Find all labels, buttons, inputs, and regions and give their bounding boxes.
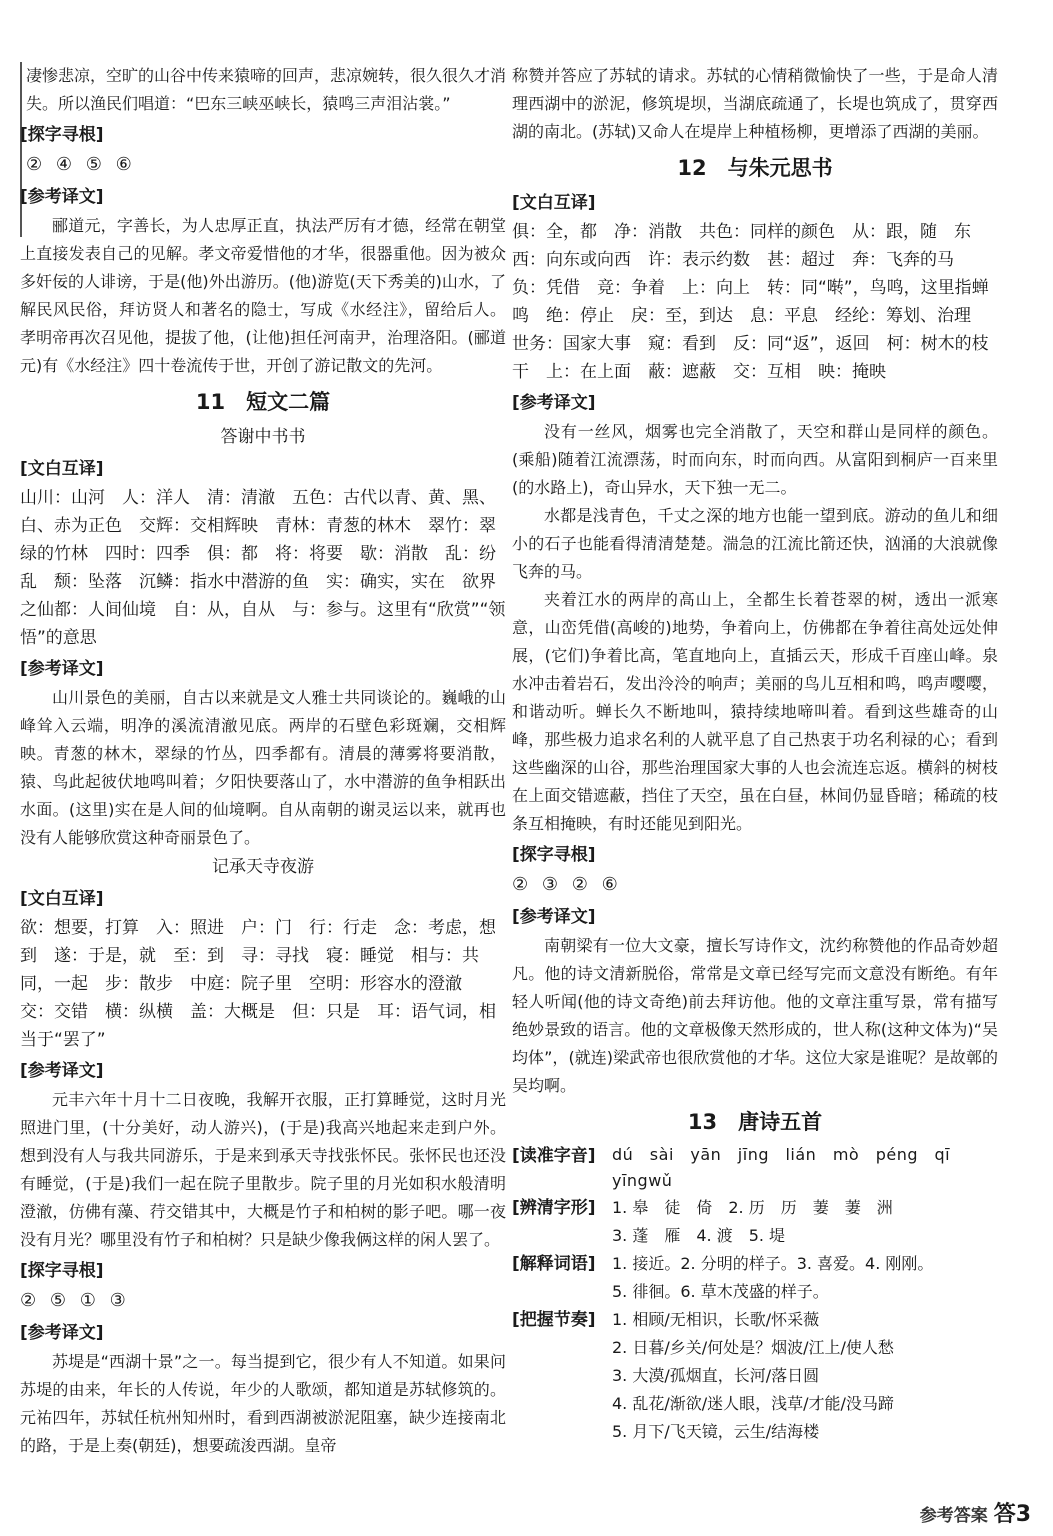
section-heading: [参考译文] <box>512 907 596 927</box>
answer-row <box>512 1142 998 1194</box>
answer-marks: ② ④ ⑤ ⑥ <box>26 154 136 175</box>
paragraph: 没有一丝风，烟雾也完全消散了，天空和群山是同样的颜色。(乘船)随着江流漂荡，时而向东，时而向西。从富阳到桐庐一百来里(的水路上)，奇山异水，天下独一无二。 <box>512 422 998 497</box>
lesson-title: 12 与朱元思书 <box>677 156 833 180</box>
section-heading: [文白互译] <box>20 459 104 479</box>
right-column <box>512 62 998 1446</box>
page-footer <box>920 1497 1031 1528</box>
row-label: [把握节奏] <box>512 1310 596 1330</box>
left-column <box>20 62 506 1460</box>
row-label: [辨清字形] <box>512 1198 596 1218</box>
paragraph: 苏堤是“西湖十景”之一。每当提到它，很少有人不知道。如果问苏堤的由来，年长的人传说，年少的人歌颂，都知道是苏轼修筑的。元祐四年，苏轼任杭州知州时，看到西湖被淤泥阻塞，缺少连接南北的路，于是上奏(朝廷)，想要疏浚西湖。皇帝 <box>20 1352 506 1455</box>
section-heading: [文白互译] <box>20 889 104 909</box>
vocab-list: 欲：想要，打算 入：照进 户：门 行：行走 念：考虑，想到 遂：于是，就 至：到 寻：寻找 寝：睡觉 相与：共同，一起 步：散步 中庭：院子里 空明：形容水的澄澈 交：交错 横：纵横 盖：大概是 但：只是 耳：语气词，相当于“罢了” <box>20 918 496 1050</box>
paragraph: 郦道元，字善长，为人忠厚正直，执法严厉有才德，经常在朝堂上直接发表自己的见解。孝文帝爱惜他的才华，很器重他。因为被众多奸佞的人诽谤，于是(他)外出游历。(他)游览(天下秀美的)山水，了解民风民俗，拜访贤人和著名的隐士，写成《水经注》，留给后人。孝明帝再次召见他，提拔了他，(让他)担任河南尹，治理洛阳。(郦道元)有《水经注》四十卷流传于世，开创了游记散文的先河。 <box>20 216 506 375</box>
row-line: dú sài yān jīng lián mò péng qī <box>612 1145 951 1164</box>
answer-row <box>512 1250 998 1306</box>
row-label: [解释词语] <box>512 1254 596 1274</box>
page-number: 答3 <box>993 1502 1031 1527</box>
row-line: 5. 月下/飞天镜，云生/结海楼 <box>612 1422 820 1441</box>
row-line: 3. 大漠/孤烟直，长河/落日圆 <box>612 1366 820 1385</box>
section-heading: [参考译文] <box>20 659 104 679</box>
row-line: 4. 乱花/渐欲/迷人眼，浅草/才能/没马蹄 <box>612 1394 894 1413</box>
answer-row <box>512 1306 998 1446</box>
paragraph: 南朝梁有一位大文豪，擅长写诗作文，沈约称赞他的作品奇妙超凡。他的诗文清新脱俗，常常是文章已经写完而文意没有断绝。有年轻人听闻(他的诗文奇绝)前去拜访他。他的文章注重写景，常有描写绝妙景致的语言。他的文章极像天然形成的，世人称(这种文体为)“吴均体”，(就连)梁武帝也很欣赏他的才华。这位大家是谁呢？是故鄣的吴均啊。 <box>512 936 998 1095</box>
paragraph: 称赞并答应了苏轼的请求。苏轼的心情稍微愉快了一些，于是命人清理西湖中的淤泥，修筑堤坝，当湖底疏通了，长堤也筑成了，贯穿西湖的南北。(苏轼)又命人在堤岸上种植杨柳，更增添了西湖的美丽。 <box>512 66 998 141</box>
section-heading: [参考译文] <box>512 393 596 413</box>
paragraph: 元丰六年十月十二日夜晚，我解开衣服，正打算睡觉，这时月光照进门里，(十分美好，动人游兴)，(于是)我高兴地起来走到户外。想到没有人与我共同游乐，于是来到承天寺找张怀民。张怀民也还没有睡觉，(于是)我们一起在院子里散步。院子里的月光如积水般清明澄澈，仿佛有藻、荇交错其中，大概是竹子和柏树的影子吧。哪一夜没有月光？哪里没有竹子和柏树？只是缺少像我俩这样的闲人罢了。 <box>20 1090 506 1249</box>
row-line: 1. 接近。2. 分明的样子。3. 喜爱。4. 刚刚。 <box>612 1254 934 1273</box>
row-label: [读准字音] <box>512 1146 596 1166</box>
section-heading: [参考译文] <box>20 1061 104 1081</box>
paragraph: 夹着江水的两岸的高山上，全都生长着苍翠的树，透出一派寒意，山峦凭借(高峻的)地势，争着向上，仿佛都在争着往高处远处伸展，(它们)争着比高，笔直地向上，直插云天，形成千百座山峰。泉水冲击着岩石，发出泠泠的响声；美丽的鸟儿互相和鸣，鸣声嘤嘤，和谐动听。蝉长久不断地叫，猿持续地啼叫着。看到这些雄奇的山峰，那些极力追求名利的人就平息了自己热衷于功名利禄的心；看到这些幽深的山谷，那些治理国家大事的人也会流连忘返。横斜的树枝在上面交错遮蔽，挡住了天空，虽在白昼，林间仍显昏暗；稀疏的枝条互相掩映，有时还能见到阳光。 <box>512 590 998 833</box>
paragraph: 凄惨悲凉，空旷的山谷中传来猿啼的回声，悲凉婉转，很久很久才消失。所以渔民们唱道：“巴东三峡巫峡长，猿鸣三声泪沾裳。” <box>26 66 507 113</box>
row-line: 3. 蓬 雁 4. 渡 5. 堤 <box>612 1226 786 1245</box>
paragraph: 水都是浅青色，千丈之深的地方也能一望到底。游动的鱼儿和细小的石子也能看得清清楚楚。湍急的江流比箭还快，汹涌的大浪就像飞奔的马。 <box>512 506 998 581</box>
section-heading: [参考译文] <box>20 187 104 207</box>
vocab-list: 俱：全，都 净：消散 共色：同样的颜色 从：跟，随 东西：向东或向西 许：表示约数 甚：超过 奔：飞奔的马 负：凭借 竞：争着 上：向上 转：同“啭”，鸟鸣，这里指蝉鸣 绝：停止 戾：至，到达 息：平息 经纶：筹划、治理 世务：国家大事 窥：看到 反：同“返”，返回 柯：树木的枝干 上：在上面 蔽：遮蔽 交：互相 映：掩映 <box>512 222 989 382</box>
text-title: 答谢中书书 <box>220 427 306 447</box>
section-heading: [参考译文] <box>20 1323 104 1343</box>
row-line: yīngwǔ <box>612 1171 673 1190</box>
vocab-list: 山川：山河 人：洋人 清：清澈 五色：古代以青、黄、黑、白、赤为正色 交辉：交相辉映 青林：青葱的林木 翠竹：翠绿的竹林 四时：四季 俱：都 将：将要 歇：消散 乱：纷乱 颓：坠落 沉鳞：指水中潜游的鱼 实：确实，实在 欲界之仙都：人间仙境 自：从，自从 与：参与。这里有“欣赏”“领悟”的意思 <box>20 488 506 648</box>
answer-row <box>512 1194 998 1250</box>
section-heading: [探字寻根] <box>512 845 596 865</box>
answer-marks: ② ③ ② ⑥ <box>512 874 622 895</box>
lesson-title: 13 唐诗五首 <box>687 1110 823 1134</box>
text-title: 记承天寺夜游 <box>212 857 314 877</box>
row-line: 1. 皋 徒 倚 2. 历 历 萋 萋 洲 <box>612 1198 893 1217</box>
section-heading: [文白互译] <box>512 193 596 213</box>
row-line: 1. 相顾/无相识，长歌/怀采薇 <box>612 1310 820 1329</box>
row-line: 5. 徘徊。6. 草木茂盛的样子。 <box>612 1282 829 1301</box>
answer-marks: ② ⑤ ① ③ <box>20 1290 130 1311</box>
lesson-title: 11 短文二篇 <box>195 390 331 414</box>
footer-label: 参考答案 <box>919 1506 988 1526</box>
paragraph: 山川景色的美丽，自古以来就是文人雅士共同谈论的。巍峨的山峰耸入云端，明净的溪流清澈见底。两岸的石壁色彩斑斓，交相辉映。青葱的林木，翠绿的竹丛，四季都有。清晨的薄雾将要消散，猿、鸟此起彼伏地鸣叫着；夕阳快要落山了，水中潜游的鱼争相跃出水面。(这里)实在是人间的仙境啊。自从南朝的谢灵运以来，就再也没有人能够欣赏这种奇丽景色了。 <box>20 688 506 847</box>
row-line: 2. 日暮/乡关/何处是？烟波/江上/使人愁 <box>612 1338 894 1357</box>
section-heading: [探字寻根] <box>20 125 104 145</box>
section-heading: [探字寻根] <box>20 1261 104 1281</box>
